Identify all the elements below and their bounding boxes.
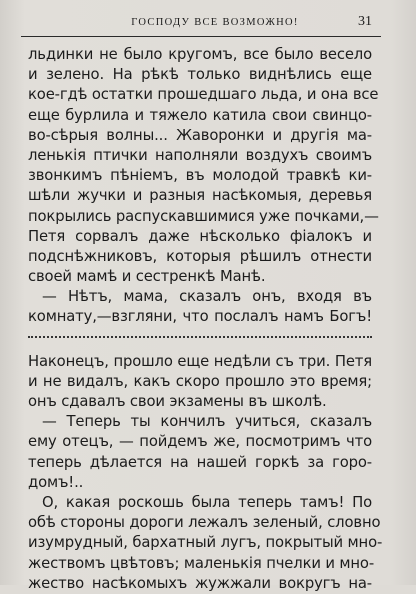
text-line: во-сѣрыя волны... Жаворонки и другія ма- xyxy=(28,126,372,144)
text-line: — Нѣтъ, мама, сказалъ онъ, входя въ xyxy=(42,288,372,306)
text-line: своей мамѣ и сестренкѣ Манѣ. xyxy=(28,268,266,286)
text-line: и не видалъ, какъ скоро прошло это время; xyxy=(28,372,372,390)
dotted-separator xyxy=(28,336,372,348)
text-line: и зелено. На рѣкѣ только виднѣлись еще xyxy=(28,66,372,84)
text-line: теперь дѣлается на нашей горкѣ за горо- xyxy=(28,453,372,471)
text-line: комнату,—взгляни, что послалъ намъ Богъ! xyxy=(28,308,372,326)
text-line: звонкимъ пѣніемъ, въ молодой травкѣ ки- xyxy=(28,167,372,185)
text-line: изумрудный, бархатный лугъ, покрытый мно- xyxy=(28,534,383,552)
text-line: шѣли жучки и разныя насѣкомыя, деревья xyxy=(28,187,372,205)
text-line: ему отецъ, — пойдемъ же, посмотримъ что xyxy=(28,433,372,451)
running-title: ГОСПОДУ ВСЕ ВОЗМОЖНО! xyxy=(131,17,299,28)
text-line: покрылись распускавшимися уже почками,— xyxy=(28,207,379,225)
body-text xyxy=(28,45,383,594)
header-rule xyxy=(21,36,381,37)
text-line: — Теперь ты кончилъ учиться, сказалъ xyxy=(42,413,372,431)
text-line: домъ!.. xyxy=(28,473,84,491)
text-line: онъ сдавалъ свои экзамены въ школѣ. xyxy=(28,393,327,410)
text-line: еще бурлила и тяжело катила свои свинцо- xyxy=(28,106,372,124)
text-line: жество насѣкомыхъ жужжали вокругъ на- xyxy=(28,574,372,592)
text-line: ленькія птички наполняли воздухъ своимъ xyxy=(28,146,372,164)
text-line: обѣ стороны дороги лежалъ зеленый, словно xyxy=(28,514,381,532)
text-line: льдинки не было кругомъ, все было весело xyxy=(28,46,372,63)
text-line: подснѣжниковъ, которыя рѣшилъ отнести xyxy=(28,247,372,265)
text-line: О, какая роскошь была теперь тамъ! По xyxy=(42,493,372,511)
text-line: Петя сорвалъ даже нѣсколько фіалокъ и xyxy=(28,227,372,245)
text-line: Наконецъ, прошло еще недѣли съ три. Петя xyxy=(28,352,372,370)
text-line: жествомъ цвѣтовъ; маленькія пчелки и мно- xyxy=(28,554,375,572)
page-number: 31 xyxy=(358,14,372,29)
text-line: кое-гдѣ остатки прошедшаго льда, и она все xyxy=(28,86,379,104)
